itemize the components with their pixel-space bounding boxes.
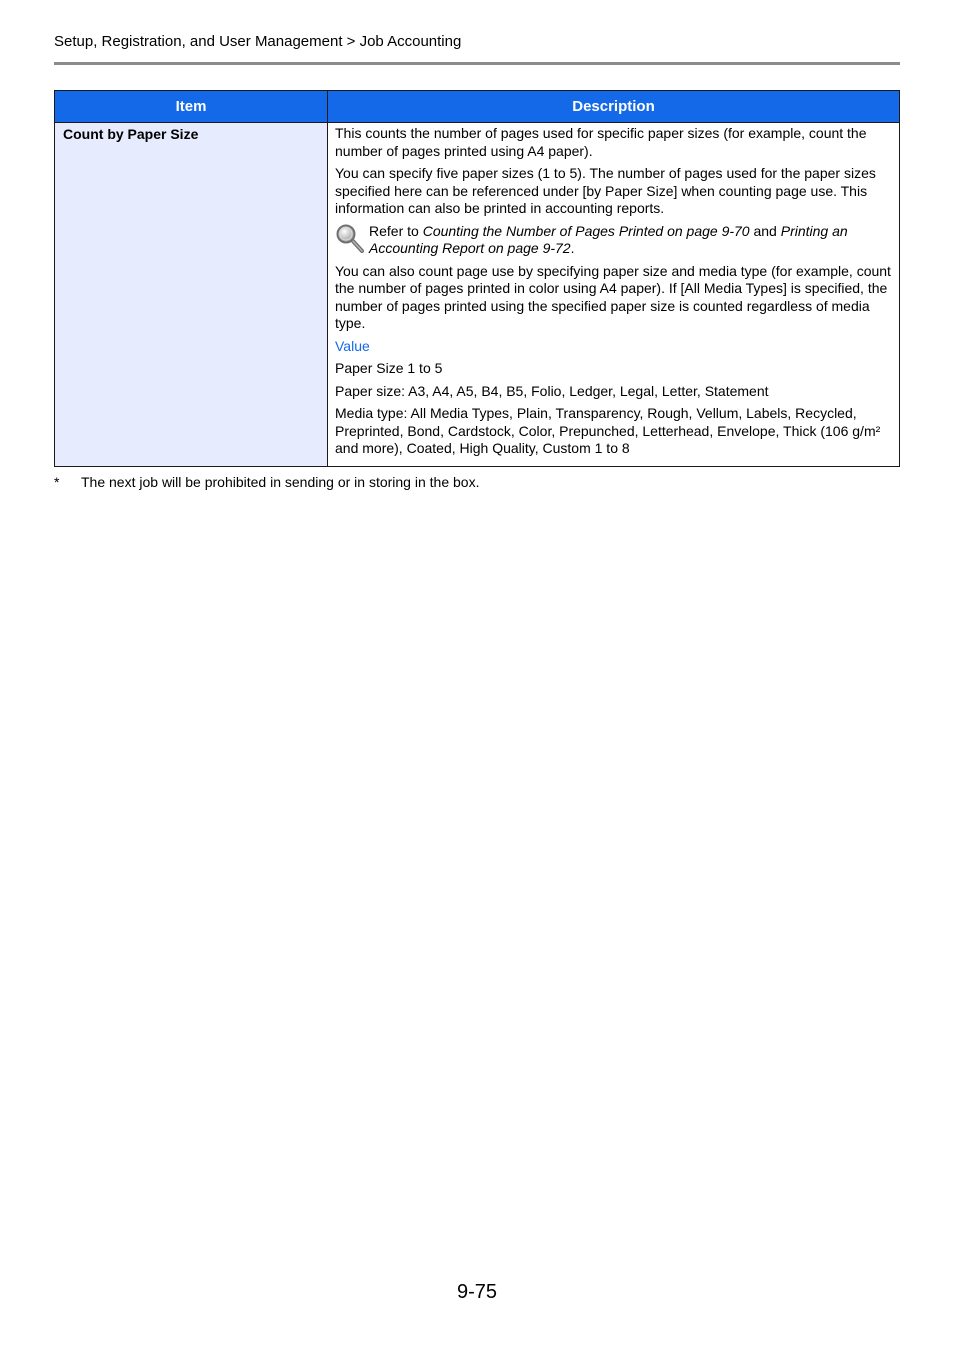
- footnote-text: The next job will be prohibited in sending or in storing in the box.: [81, 474, 480, 490]
- description-paragraph: This counts the number of pages used for specific paper sizes (for example, count the number of pages printed using A4 paper).: [335, 125, 867, 159]
- magnifier-icon: [335, 223, 369, 257]
- reference-suffix: .: [570, 240, 575, 256]
- item-cell: Count by Paper Size: [55, 123, 328, 467]
- reference-link-printing[interactable]: Printing an Accounting Report on page 9-72: [369, 222, 848, 256]
- description-cell: [328, 123, 900, 467]
- value-item: Paper Size 1 to 5: [335, 360, 443, 376]
- column-header-description: Description: [328, 91, 900, 123]
- value-item: Paper size: A3, A4, A5, B4, B5, Folio, Ledger, Legal, Letter, Statement: [335, 382, 769, 399]
- description-paragraph: You can also count page use by specifying paper size and media type (for example, count the number of pages printed in color using A4 paper). If [All Media Types] is specified, the number of pages printed using the specified paper size is counted regardless of media type.: [335, 262, 891, 331]
- page-header-breadcrumb: Setup, Registration, and User Management > Job Accounting: [54, 33, 462, 50]
- reference-link-counting[interactable]: Counting the Number of Pages Printed on page 9-70: [422, 222, 750, 239]
- settings-table: [54, 90, 900, 467]
- page-number: 9-75: [456, 1281, 498, 1303]
- value-label: Value: [335, 337, 370, 354]
- reference-prefix: Refer to: [369, 222, 423, 239]
- footnote-mark: *: [54, 474, 60, 490]
- reference-conjunction: and: [749, 222, 781, 239]
- table-header-row: [55, 91, 900, 123]
- reference-text: [369, 223, 891, 258]
- description-paragraph: You can specify five paper sizes (1 to 5). The number of pages used for the paper sizes specified here can be referenced under [by Paper Size] when counting page use. This information can also be printed in accounting reports.: [335, 165, 876, 216]
- footnote: [54, 474, 479, 491]
- column-header-item: Item: [55, 91, 328, 123]
- table-row: [55, 123, 900, 467]
- reference-note: [335, 223, 891, 258]
- value-item: Media type: All Media Types, Plain, Transparency, Rough, Vellum, Labels, Recycled, Preprinted, Bond, Cardstock, Color, Prepunched, Letterhead, Envelope, Thick (106 g/m² and more), Coated, High Quality, Custom 1 to 8: [335, 405, 881, 456]
- header-divider: [54, 62, 900, 65]
